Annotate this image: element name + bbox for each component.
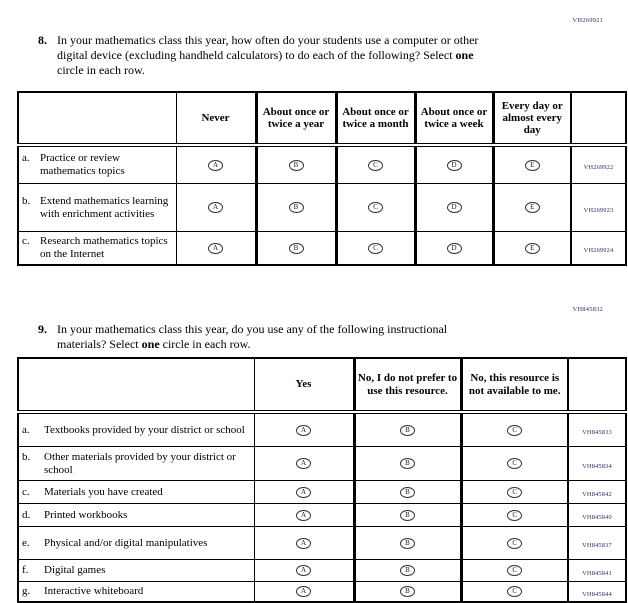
option-circle-b[interactable]: B — [400, 565, 415, 576]
question-9-text-part1: In your mathematics class this year, do you use any of the following instructional materials? Select — [57, 322, 448, 351]
option-circle-b[interactable]: B — [400, 487, 415, 498]
row-label — [18, 447, 254, 481]
option-circle-c[interactable]: C — [507, 487, 522, 498]
question-8-text-part2: circle in each row. — [57, 63, 145, 77]
row-code: VH845837 — [582, 542, 612, 549]
row-code: VH845834 — [582, 462, 612, 470]
q8-header-code-blank — [571, 92, 626, 145]
option-circle-a[interactable]: A — [296, 586, 311, 597]
option-circle-b[interactable]: B — [289, 243, 304, 254]
row-label — [18, 412, 254, 447]
column-header-every-day: Every day or almost every day — [493, 92, 571, 145]
row-label-text: Research mathematics topics on the Internet — [40, 235, 168, 260]
q8-header-blank — [18, 92, 176, 145]
row-letter: a. — [22, 423, 30, 436]
row-label-text: Other materials provided by your district or school — [44, 450, 236, 476]
q8-header-row — [18, 92, 626, 145]
option-circle-a[interactable]: A — [296, 565, 311, 576]
row-code: VH845841 — [582, 569, 612, 577]
row-code: VH269923 — [583, 206, 614, 214]
column-header-never: Never — [176, 92, 256, 145]
option-circle-a[interactable]: A — [296, 458, 311, 469]
question-8-text — [57, 33, 496, 78]
option-circle-c[interactable]: C — [507, 425, 522, 436]
row-label-text: Practice or review mathematics topics — [40, 152, 125, 177]
question-8-response-table — [17, 91, 627, 266]
option-circle-b[interactable]: B — [289, 202, 304, 213]
option-circle-e[interactable]: E — [525, 160, 540, 171]
row-letter: f. — [22, 564, 29, 577]
option-circle-c[interactable]: C — [507, 538, 522, 549]
option-circle-e[interactable]: E — [525, 202, 540, 213]
option-circle-e[interactable]: E — [525, 243, 540, 254]
row-label — [18, 184, 176, 232]
option-circle-a[interactable]: A — [208, 243, 223, 254]
option-circle-c[interactable]: C — [368, 243, 383, 254]
option-circle-d[interactable]: D — [447, 202, 462, 213]
row-letter: b. — [22, 194, 31, 207]
question-8-stem — [38, 33, 496, 78]
option-circle-c[interactable]: C — [507, 565, 522, 576]
question-8-text-bold: one — [455, 48, 474, 62]
column-header-once-twice-year: About once or twice a year — [256, 92, 336, 145]
q9-header-blank — [18, 358, 254, 412]
row-label — [18, 232, 176, 266]
question-9-stem — [38, 322, 496, 352]
option-circle-b[interactable]: B — [400, 425, 415, 436]
option-circle-c[interactable]: C — [507, 458, 522, 469]
row-code: VH845842 — [582, 491, 612, 498]
row-label-text: Extend mathematics learning with enrichment activities — [40, 194, 169, 220]
table-row-a — [18, 412, 626, 447]
table-row-b — [18, 447, 626, 481]
row-label-text: Physical and/or digital manipulatives — [44, 536, 208, 549]
option-circle-a[interactable]: A — [296, 425, 311, 436]
row-letter: e. — [22, 536, 30, 549]
option-circle-b[interactable]: B — [400, 510, 415, 521]
option-circle-b[interactable]: B — [400, 586, 415, 597]
column-header-once-twice-month: About once or twice a month — [336, 92, 415, 145]
option-circle-a[interactable]: A — [208, 202, 223, 213]
option-circle-a[interactable]: A — [296, 538, 311, 549]
row-letter: c. — [22, 485, 30, 498]
row-code: VH269924 — [583, 247, 614, 254]
row-label — [18, 527, 254, 560]
row-label-text: Digital games — [44, 564, 106, 577]
option-circle-c[interactable]: C — [368, 160, 383, 171]
row-label-text: Printed workbooks — [44, 508, 128, 521]
row-label-text: Materials you have created — [44, 485, 163, 498]
row-label-text: Interactive whiteboard — [44, 585, 144, 598]
row-letter: c. — [22, 235, 30, 248]
question-9-response-table — [17, 357, 627, 603]
row-code: VH845844 — [582, 590, 612, 598]
table-row-g — [18, 582, 626, 603]
q9-header-row — [18, 358, 626, 412]
column-header-no-prefer: No, I do not prefer to use this resource. — [354, 358, 461, 412]
q9-header-code-blank — [568, 358, 626, 412]
option-circle-a[interactable]: A — [296, 510, 311, 521]
row-code: VH845840 — [582, 514, 612, 521]
table-row-e — [18, 527, 626, 560]
table-row-b — [18, 184, 626, 232]
row-letter: a. — [22, 152, 30, 165]
table-row-a — [18, 145, 626, 184]
option-circle-b[interactable]: B — [289, 160, 304, 171]
table-row-f — [18, 560, 626, 582]
option-circle-a[interactable]: A — [296, 487, 311, 498]
row-letter: d. — [22, 508, 31, 521]
row-label — [18, 481, 254, 504]
table-row-c — [18, 232, 626, 266]
column-header-once-twice-week: About once or twice a week — [415, 92, 493, 145]
question-9-text-bold: one — [141, 337, 160, 351]
column-header-no-unavailable: No, this resource is not available to me. — [461, 358, 568, 412]
row-label-text: Textbooks provided by your district or school — [44, 423, 245, 436]
row-label — [18, 582, 254, 603]
option-circle-d[interactable]: D — [447, 160, 462, 171]
question-8-text-part1: In your mathematics class this year, how often do your students use a computer or other digital device (excluding handheld calculators) to do each of the following? Select — [57, 33, 479, 62]
column-header-yes: Yes — [254, 358, 354, 412]
row-label — [18, 560, 254, 582]
option-circle-c[interactable]: C — [507, 586, 522, 597]
row-label — [18, 504, 254, 527]
option-circle-c[interactable]: C — [368, 202, 383, 213]
question-9-code: VH845832 — [572, 306, 603, 313]
question-9-number: 9. — [38, 322, 47, 336]
row-letter: g. — [22, 585, 31, 598]
table-row-c — [18, 481, 626, 504]
option-circle-b[interactable]: B — [400, 458, 415, 469]
row-code: VH269922 — [583, 164, 614, 171]
question-8-number: 8. — [38, 33, 47, 47]
option-circle-c[interactable]: C — [507, 510, 522, 521]
row-code: VH845833 — [582, 429, 612, 436]
table-row-d — [18, 504, 626, 527]
option-circle-b[interactable]: B — [400, 538, 415, 549]
question-9-text — [57, 322, 496, 352]
option-circle-a[interactable]: A — [208, 160, 223, 171]
row-letter: b. — [22, 450, 31, 463]
question-8-code: VH269921 — [572, 17, 603, 24]
option-circle-d[interactable]: D — [447, 243, 462, 254]
question-9-text-part2: circle in each row. — [159, 337, 251, 351]
row-label — [18, 145, 176, 184]
